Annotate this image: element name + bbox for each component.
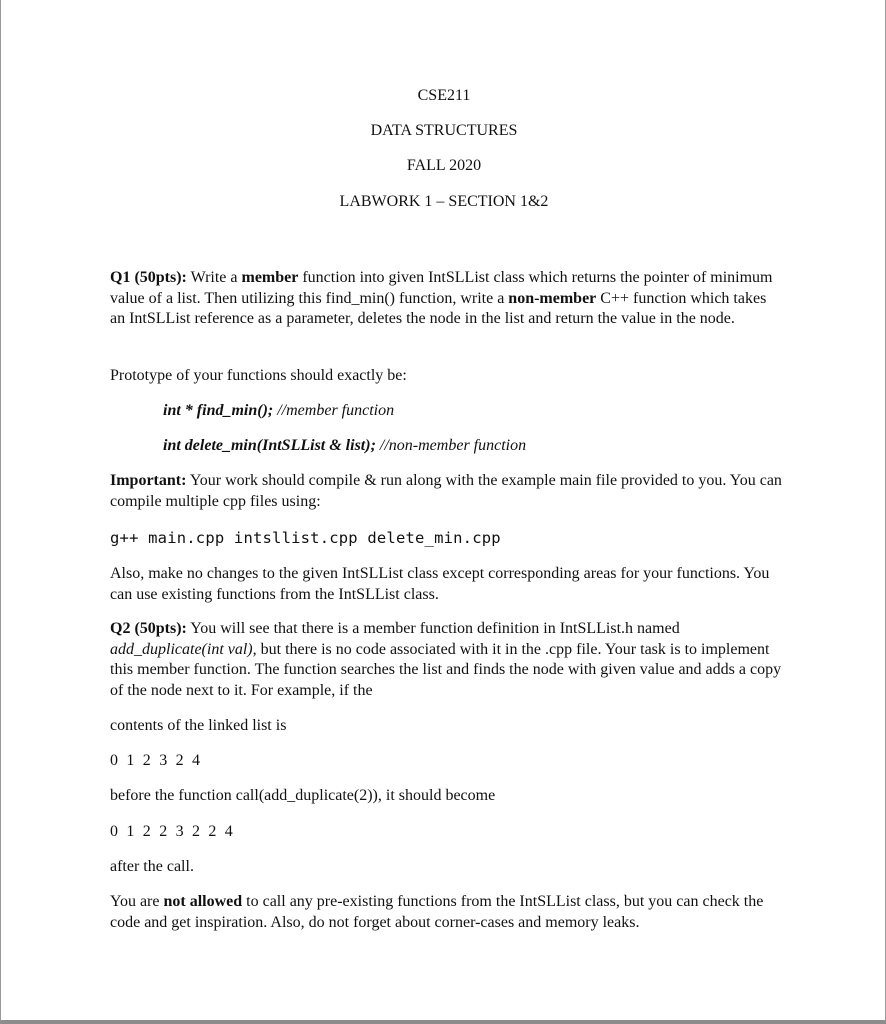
q1-text-1: Write a <box>186 269 242 286</box>
list-after: 0 1 2 2 3 2 2 4 <box>110 823 235 840</box>
contents-text: contents of the linked list is <box>110 717 287 734</box>
labwork-title: LABWORK 1 – SECTION 1&2 <box>339 193 549 210</box>
prototype-code: int * find_min(); <box>163 402 274 419</box>
prototype-find-min <box>163 401 394 422</box>
compile-command: g++ main.cpp intsllist.cpp delete_min.cpp <box>110 529 501 547</box>
prototype-delete-min <box>163 436 526 457</box>
course-name: DATA STRUCTURES <box>370 122 518 139</box>
q2-paragraph <box>110 619 782 701</box>
prototype-comment: //non-member function <box>375 437 527 454</box>
before-text: before the function call(add_duplicate(2)), it should become <box>110 787 496 804</box>
prototype-intro: Prototype of your functions should exactly be: <box>110 367 407 384</box>
list-before: 0 1 2 3 2 4 <box>110 752 203 769</box>
q2-text-2: but there is no code associated with it in the .cpp file. Your task is to implement this member function. The function searches the list and finds the node with given value and adds a copy of the node next to it. For example, if the <box>110 640 782 699</box>
q1-text-2: function into given IntSLList class which returns the pointer of minimum value of a list. Then utilizing this find_min() function, write a <box>110 269 773 307</box>
q2-function-name: add_duplicate(int val), <box>110 640 257 658</box>
also-paragraph: Also, make no changes to the given IntSLList class except corresponding areas for your functions. You can use existing functions from the IntSLList class. <box>110 565 770 603</box>
prototype-code: int delete_min(IntSLList & list); <box>163 437 376 454</box>
final-text-2: to call any pre-existing functions from the IntSLList class, but you can check the code and get inspiration. Also, do not forget about corner-cases and memory leaks. <box>110 893 764 931</box>
course-code: CSE211 <box>417 87 471 104</box>
term: FALL 2020 <box>406 157 482 174</box>
final-paragraph <box>110 892 782 933</box>
final-text-1: You are <box>110 893 164 910</box>
q1-label: Q1 (50pts): <box>110 269 187 286</box>
q2-label: Q2 (50pts): <box>110 620 187 637</box>
important-text: Your work should compile & run along with the example main file provided to you. You can compile multiple cpp files using: <box>110 472 782 510</box>
q2-text-1: You will see that there is a member function definition in IntSLList.h named <box>186 620 680 637</box>
q1-paragraph <box>110 268 782 330</box>
important-label: Important: <box>110 472 187 489</box>
important-paragraph <box>110 471 782 512</box>
q1-bold-member: member <box>241 269 299 286</box>
prototype-comment: //member function <box>273 402 395 419</box>
final-bold: not allowed <box>163 893 243 910</box>
q1-text-3: C++ function which takes an IntSLList reference as a parameter, deletes the node in the list and return the value in the node. <box>110 289 767 327</box>
q1-bold-non-member: non-member <box>508 289 597 307</box>
after-text: after the call. <box>110 858 194 875</box>
